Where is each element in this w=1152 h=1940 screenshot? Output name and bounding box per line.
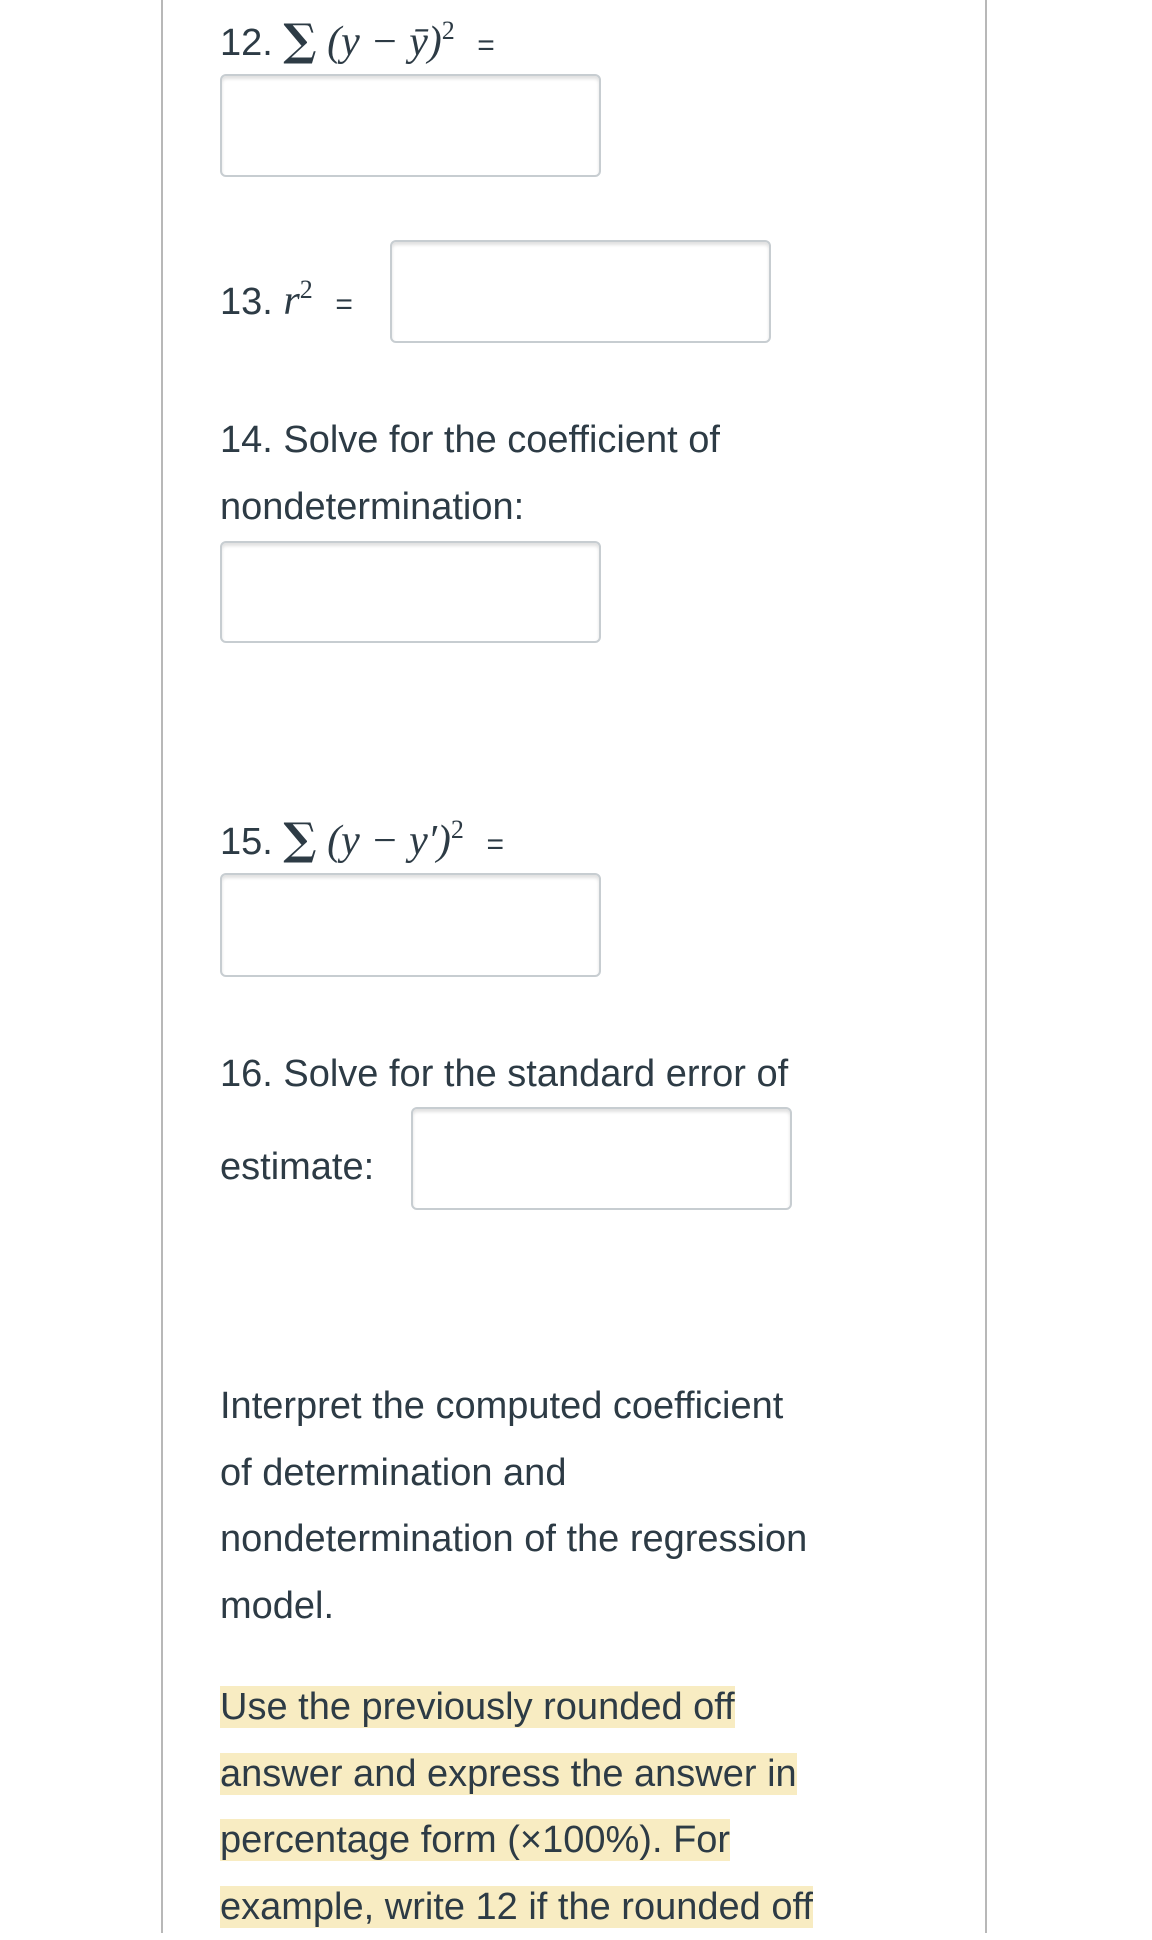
text-line: model. xyxy=(220,1584,335,1627)
answer-input-16[interactable] xyxy=(411,1107,792,1210)
sigma-symbol: ∑ xyxy=(283,814,317,865)
question-number: 13. xyxy=(220,281,273,323)
text-line: of determination and xyxy=(220,1451,567,1494)
question-number: 12. xyxy=(220,22,273,64)
highlighted-text-line: example, write 12 if the rounded off xyxy=(220,1885,813,1928)
question-15-label xyxy=(220,814,504,868)
sigma-symbol: ∑ xyxy=(283,15,317,66)
highlighted-text-line: percentage form (×100%). For xyxy=(220,1819,731,1861)
interpret-instructions xyxy=(220,1373,807,1639)
highlighted-note xyxy=(220,1674,813,1940)
answer-input-12[interactable] xyxy=(220,74,601,177)
text-line: 14. Solve for the coefficient of xyxy=(220,419,720,461)
highlighted-text-line: Use the previously rounded off xyxy=(220,1686,735,1728)
variable-r: r xyxy=(283,278,300,324)
highlighted-text-line: answer and express the answer in xyxy=(220,1752,797,1795)
text-line: nondetermination: xyxy=(220,485,525,528)
formula-expression: (y − ȳ) xyxy=(327,19,442,65)
answer-input-13[interactable] xyxy=(390,240,771,343)
question-13-label xyxy=(220,275,353,328)
equals-sign: = xyxy=(486,828,504,861)
text-line: Interpret the computed coefficient xyxy=(220,1385,784,1427)
question-16-label-line1: 16. Solve for the standard error of xyxy=(220,1053,789,1095)
equals-sign: = xyxy=(477,29,495,62)
card-left-border xyxy=(161,0,163,1933)
exponent: 2 xyxy=(450,815,464,844)
question-16-label-line2: estimate: xyxy=(220,1146,375,1188)
answer-input-15[interactable] xyxy=(220,873,601,977)
formula-expression: (y − y′) xyxy=(327,818,451,864)
question-14-label xyxy=(220,407,720,540)
exponent: 2 xyxy=(441,16,455,45)
card-right-border xyxy=(985,0,987,1933)
exponent: 2 xyxy=(299,275,313,304)
question-number: 15. xyxy=(220,821,273,863)
answer-input-14[interactable] xyxy=(220,541,601,643)
equals-sign: = xyxy=(335,288,353,321)
text-line: nondetermination of the regression xyxy=(220,1518,808,1560)
question-12-label xyxy=(220,15,495,69)
